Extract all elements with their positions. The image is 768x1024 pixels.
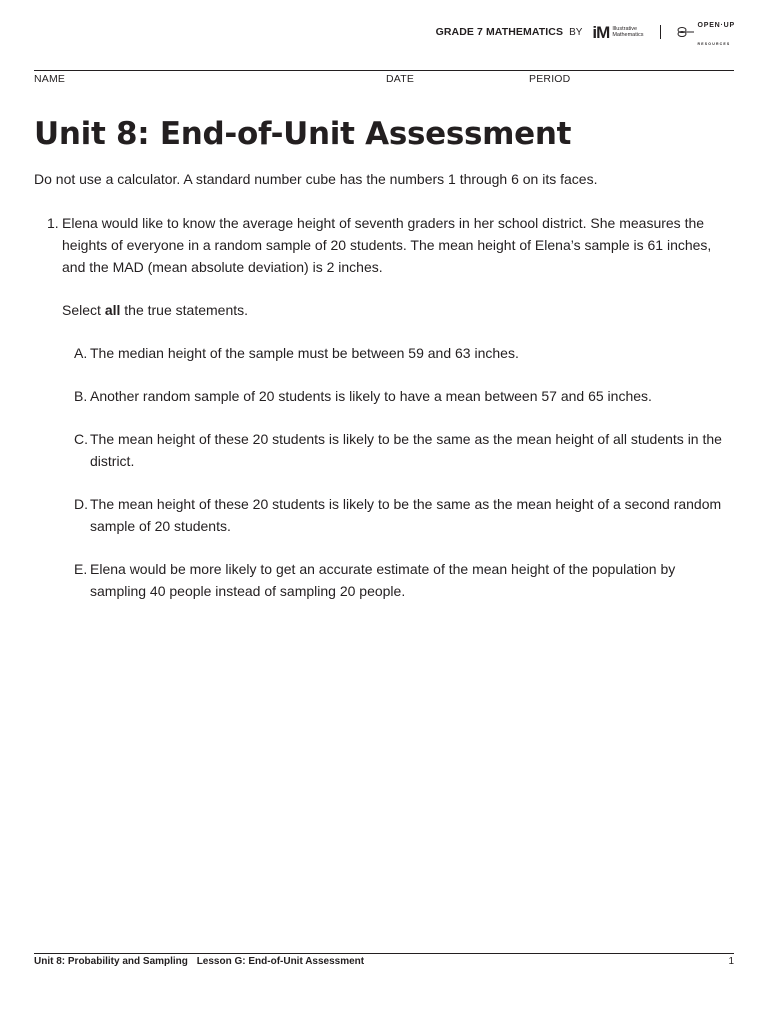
prompt-emphasis: all [104, 302, 121, 318]
open-up-resources-logo [677, 14, 736, 50]
im-logo-line1: Illustrative [612, 26, 638, 32]
footer-unit: Unit 8: Probability and Sampling [34, 956, 188, 967]
option-letter: A. [74, 345, 88, 361]
option-letter: D. [74, 496, 88, 512]
question-1 [34, 212, 734, 623]
open-up-wordmark [698, 14, 736, 50]
option-text: The mean height of these 20 students is likely to be the same as the mean height of all students in the district. [90, 431, 722, 469]
option-text: Elena would be more likely to get an accurate estimate of the mean height of the population by sampling 40 people instead of sampling 20 people. [90, 561, 676, 599]
im-logo-text [612, 26, 643, 38]
im-logo-mark: iM [592, 22, 610, 42]
option-d [62, 493, 734, 537]
question-stem: Elena would like to know the average height of seventh graders in her school district. She measures the heights of everyone in a random sample of 20 students. The mean height of Elena’s sample is 61 inches, and the MAD (mean absolute deviation) is 2 inches. [62, 215, 712, 275]
date-label: DATE [386, 73, 415, 85]
open-up-sub: RESOURCES [697, 42, 731, 46]
footer-line [34, 953, 734, 954]
question-prompt [62, 299, 734, 321]
open-up-name: OPEN·UP [697, 22, 735, 29]
option-c [62, 428, 734, 472]
grade-label: GRADE 7 MATHEMATICS [435, 26, 564, 38]
header-divider [660, 25, 661, 39]
option-b [62, 385, 734, 407]
page-title: Unit 8: End-of-Unit Assessment [34, 116, 572, 152]
question-number: 1. [47, 215, 59, 231]
name-line [34, 70, 734, 71]
page-header [436, 20, 735, 44]
answer-options [62, 342, 734, 602]
option-letter: E. [74, 561, 88, 577]
footer-lesson: Lesson G: End-of-Unit Assessment [196, 956, 365, 967]
option-text: The mean height of these 20 students is likely to be the same as the mean height of a second random sample of 20 students. [90, 496, 722, 534]
illustrative-mathematics-logo [592, 24, 643, 41]
option-a [62, 342, 734, 364]
im-logo-line2: Mathematics [612, 32, 644, 38]
page-number: 1 [728, 956, 734, 967]
prompt-text-after: the true statements. [120, 302, 249, 318]
page-footer [34, 956, 734, 967]
question-body [62, 212, 734, 602]
open-up-icon [677, 26, 695, 38]
name-label: NAME [34, 73, 66, 85]
by-label: BY [569, 26, 583, 38]
student-fields [34, 73, 734, 87]
prompt-text-before: Select [62, 302, 105, 318]
instructions: Do not use a calculator. A standard number cube has the numbers 1 through 6 on its faces. [34, 171, 598, 187]
option-text: The median height of the sample must be between 59 and 63 inches. [90, 345, 519, 361]
option-text: Another random sample of 20 students is likely to have a mean between 57 and 65 inches. [90, 388, 652, 404]
period-label: PERIOD [529, 73, 571, 85]
option-letter: C. [74, 431, 88, 447]
option-letter: B. [74, 388, 88, 404]
option-e [62, 558, 734, 602]
